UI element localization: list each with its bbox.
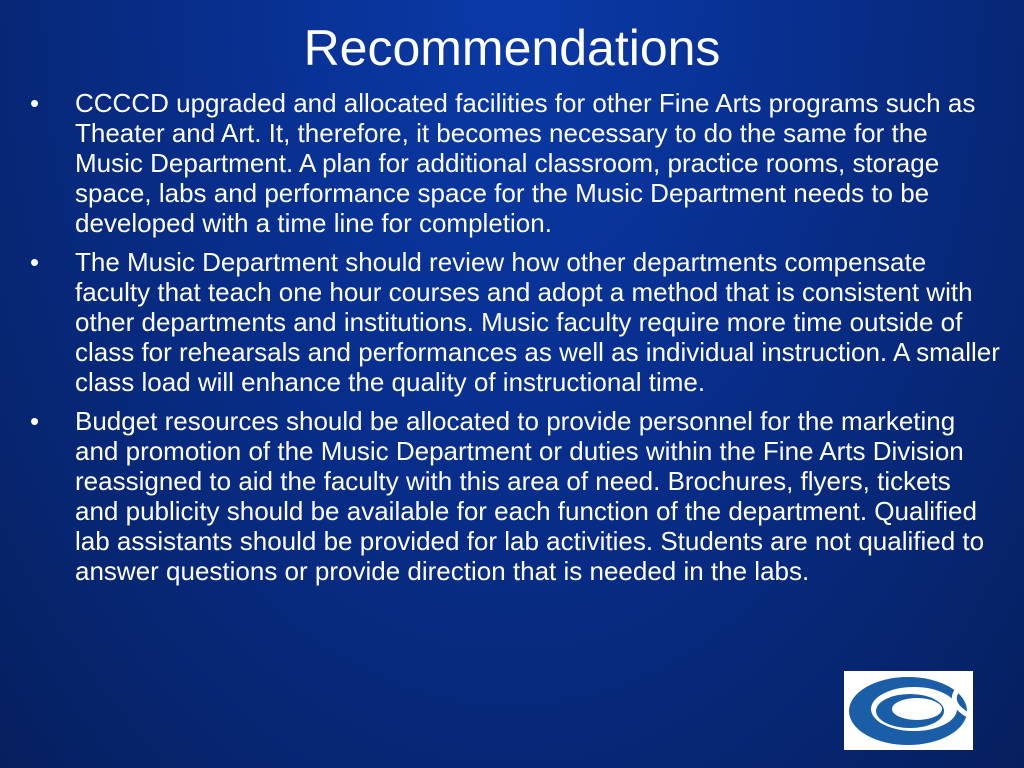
slide-title: Recommendations (303, 20, 721, 76)
bullet-marker: • (30, 88, 40, 118)
college-swirl-logo-icon (844, 671, 973, 750)
bullet-text: CCCCD upgraded and allocated facilities for other Fine Arts programs such as Theater and Art. It, therefore, it becomes necessary to do the same for the Music Department. A plan for additional classroom, practice rooms, storage space, labs and performance space for the Music Department needs to be developed with a time line for completion. (75, 88, 976, 238)
bullet-item (0, 88, 1000, 238)
bullet-item (0, 247, 1000, 397)
bullet-marker: • (30, 247, 40, 277)
bullet-item (0, 406, 1000, 586)
bullet-list (0, 88, 1000, 595)
bullet-text: The Music Department should review how other departments compensate faculty that teach one hour courses and adopt a method that is consistent with other departments and institutions. Music faculty require more time outside of class for rehearsals and performances as well as individual instruction. A smaller class load will enhance the quality of instructional time. (75, 247, 1000, 397)
bullet-text: Budget resources should be allocated to provide personnel for the marketing and promotion of the Music Department or duties within the Fine Arts Division reassigned to aid the faculty with this area of need. Brochures, flyers, tickets and publicity should be available for each function of the department. Qualified lab assistants should be provided for lab activities. Students are not qualified to answer questions or provide direction that is needed in the labs. (75, 406, 985, 586)
college-logo (844, 671, 973, 750)
bullet-marker: • (30, 406, 40, 436)
